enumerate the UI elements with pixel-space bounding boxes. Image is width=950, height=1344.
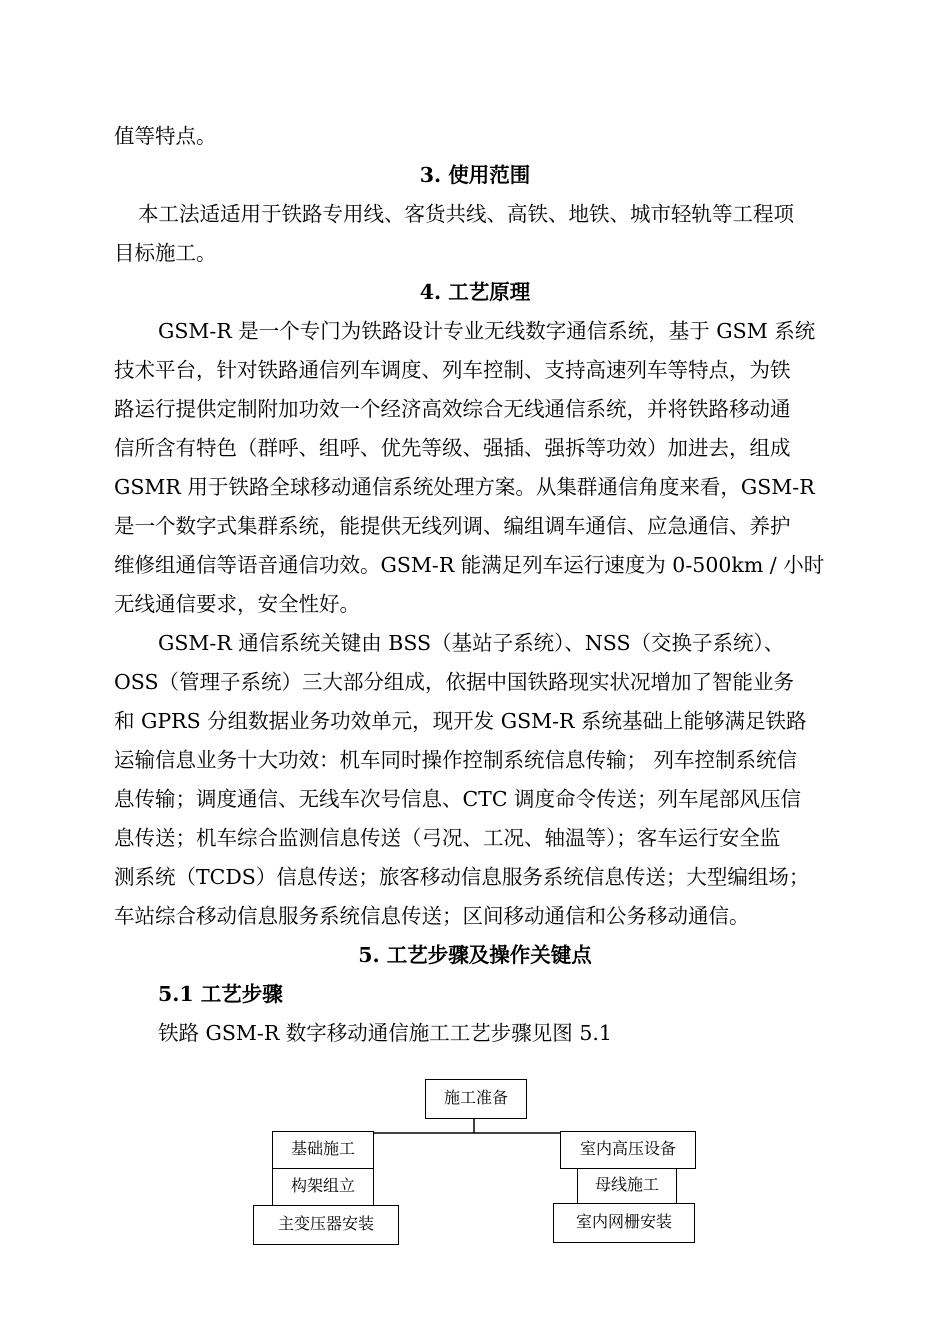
paragraph-line: GSM-R 是一个专门为铁路设计专业无线数字通信系统，基于 GSM 系统 [158,319,816,343]
flow-box-left-3: 主变压器安装 [253,1205,399,1245]
paragraph-line: 信所含有特色（群呼、组呼、优先等级、强插、强拆等功效）加进去，组成 [114,436,791,460]
paragraph-line: 运输信息业务十大功效：机车同时操作控制系统信息传输； 列车控制系统信 [114,748,798,772]
paragraph-line: 铁路 GSM-R 数字移动通信施工工艺步骤见图 5.1 [158,1021,612,1045]
paragraph-line: OSS（管理子系统）三大部分组成，依据中国铁路现实状况增加了智能业务 [114,670,795,694]
paragraph-line: 值等特点。 [114,124,217,148]
paragraph-line: 和 GPRS 分组数据业务功效单元，现开发 GSM-R 系统基础上能够满足铁路 [114,709,807,733]
section-heading-5: 5. 工艺步骤及操作关键点 [358,943,592,967]
flow-box-right-2: 母线施工 [577,1168,677,1204]
paragraph-line: 息传送；机车综合监测信息传送（弓况、工况、轴温等）；客车运行安全监 [114,826,781,850]
subsection-heading-5-1: 5.1 工艺步骤 [158,982,283,1006]
section-heading-4: 4. 工艺原理 [419,280,531,304]
paragraph-line: GSM-R 通信系统关键由 BSS（基站子系统）、NSS（交换子系统）、 [158,631,785,655]
paragraph-line: 测系统（TCDS）信息传送；旅客移动信息服务系统信息传送；大型编组场； [114,865,810,889]
paragraph-line: GSMR 用于铁路全球移动通信系统处理方案。从集群通信角度来看，GSM-R [114,475,815,499]
flow-box-root: 施工准备 [425,1079,527,1119]
flow-box-left-2: 构架组立 [272,1168,374,1206]
paragraph-line: 车站综合移动信息服务系统信息传送；区间移动通信和公务移动通信。 [114,904,750,928]
paragraph-line: 技术平台，针对铁路通信列车调度、列车控制、支持高速列车等特点，为铁 [114,358,791,382]
section-heading-3: 3. 使用范围 [419,163,531,187]
paragraph-line: 无线通信要求，安全性好。 [114,592,360,616]
paragraph-line: 路运行提供定制附加功效一个经济高效综合无线通信系统，并将铁路移动通 [114,397,791,421]
flow-box-right-3: 室内网栅安装 [553,1203,695,1243]
paragraph-line: 目标施工。 [114,241,217,265]
paragraph-line: 息传输；调度通信、无线车次号信息、CTC 调度命令传送；列车尾部风压信 [114,787,802,811]
flow-box-left-1: 基础施工 [272,1131,374,1169]
paragraph-line: 本工法适适用于铁路专用线、客货共线、高铁、地铁、城市轻轨等工程项 [138,202,794,226]
flow-box-right-1: 室内高压设备 [560,1131,696,1169]
paragraph-line: 维修组通信等语音通信功效。GSM-R 能满足列车运行速度为 0-500km / 小时 [114,553,825,577]
paragraph-line: 是一个数字式集群系统，能提供无线列调、编组调车通信、应急通信、养护 [114,514,791,538]
